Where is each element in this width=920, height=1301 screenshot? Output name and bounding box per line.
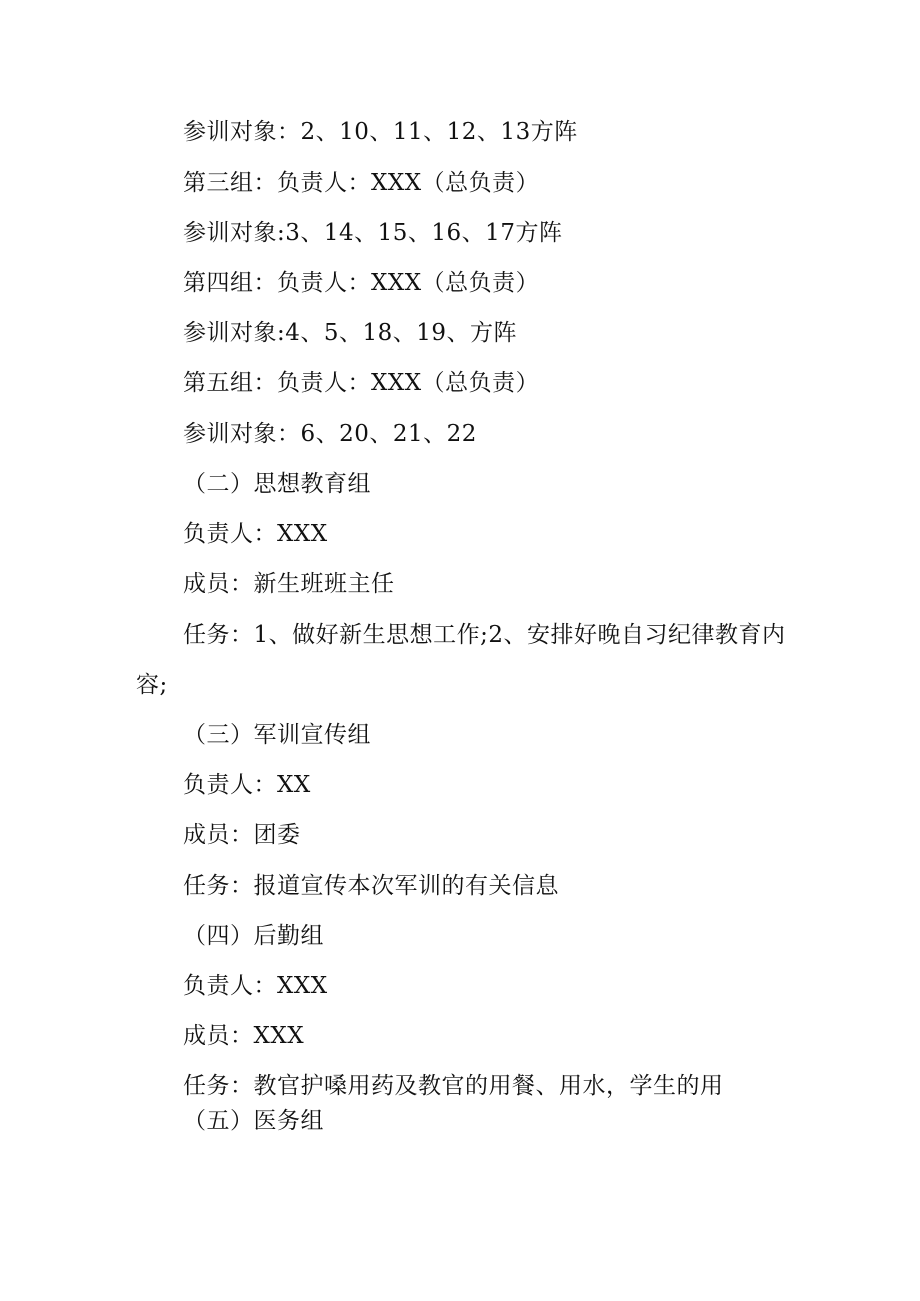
section-heading: （二）思想教育组	[183, 471, 371, 497]
text-line: 负责人：XX	[183, 772, 311, 798]
section-heading: （四）后勤组	[183, 923, 324, 949]
text-line: 任务：报道宣传本次军训的有关信息	[183, 873, 559, 899]
text-line: 参训对象:4、5、18、19、方阵	[183, 320, 518, 346]
text-line: 成员：XXX	[183, 1023, 305, 1049]
text-line: 第三组：负责人：XXX（总负责）	[183, 170, 540, 196]
text-line: 参训对象：2、10、11、12、13方阵	[183, 119, 578, 145]
text-line: 成员：团委	[183, 822, 301, 848]
text-line: 成员：新生班班主任	[183, 571, 395, 597]
text-line: 任务：教官护嗓用药及教官的用餐、用水，学生的用	[183, 1073, 724, 1099]
text-line: 任务：1、做好新生思想工作;2、安排好晚自习纪律教育内	[183, 622, 786, 648]
section-heading: （五）医务组	[183, 1108, 324, 1134]
text-line: 第五组：负责人：XXX（总负责）	[183, 370, 540, 396]
text-line: 参训对象：6、20、21、22	[183, 421, 477, 447]
text-line: 负责人：XXX	[183, 973, 328, 999]
text-line-continuation: 容;	[136, 672, 168, 698]
section-heading: （三）军训宣传组	[183, 722, 371, 748]
text-line: 参训对象:3、14、15、16、17方阵	[183, 220, 563, 246]
text-line: 负责人：XXX	[183, 521, 328, 547]
text-line: 第四组：负责人：XXX（总负责）	[183, 270, 540, 296]
